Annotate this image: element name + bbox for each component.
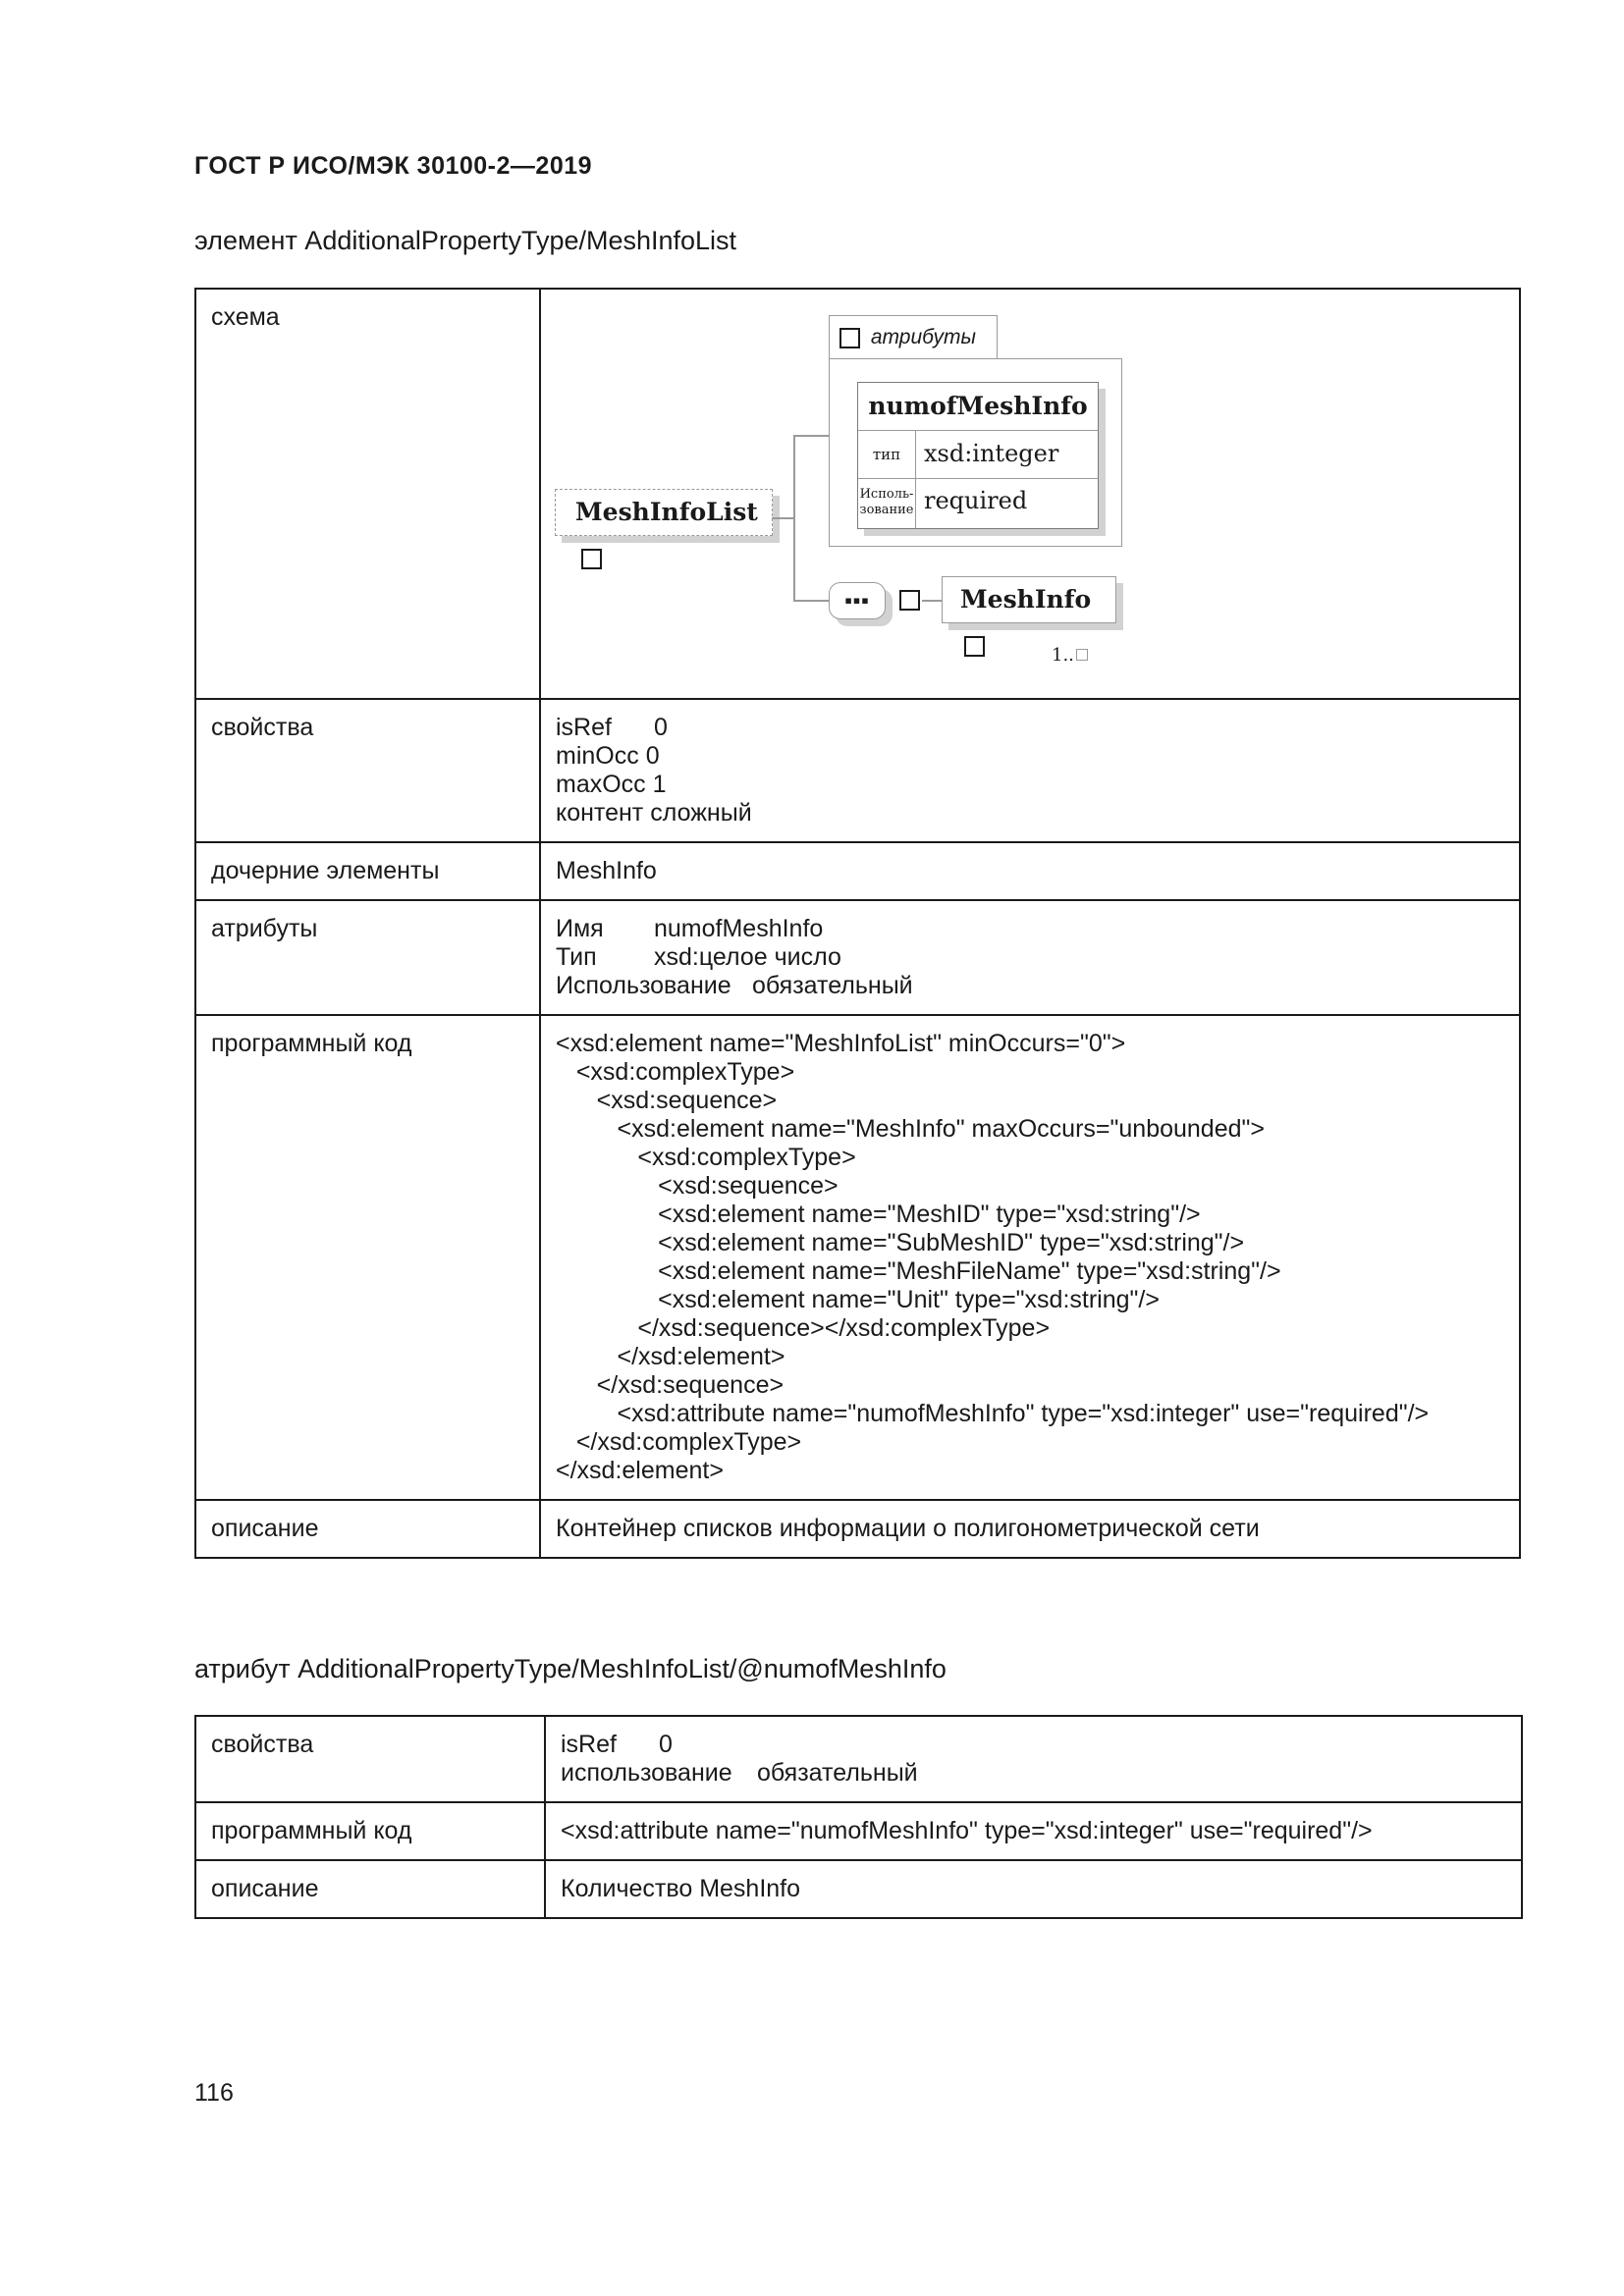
expand-icon [839,328,860,348]
row-label: атрибуты [195,900,540,1015]
attribute-name: numofMeshInfo [858,383,1098,431]
description-cell: Количество MeshInfo [545,1860,1522,1918]
table-row [195,1860,1522,1918]
row-label: схема [195,289,540,699]
attribute-spec-table [194,1715,1523,1919]
row-label: дочерние элементы [195,842,540,900]
row-label: программный код [195,1015,540,1500]
row-label: программный код [195,1802,545,1860]
sequence-compositor: ▪▪▪ [829,582,886,619]
table-row [195,1500,1520,1558]
schema-diagram [541,290,1503,668]
table-row [195,699,1520,842]
table-row [195,842,1520,900]
schema-cell [540,289,1520,699]
page-number: 116 [194,2079,234,2107]
row-label: свойства [195,699,540,842]
row-label: описание [195,1500,540,1558]
table-row [195,900,1520,1015]
properties-cell: isRef 0 minOcc 0 maxOcc 1 контент сложный [540,699,1520,842]
child-occurs: 1.. [1052,641,1088,669]
code-cell: <xsd:attribute name="numofMeshInfo" type="xsd:integer" use="required"/> [545,1802,1522,1860]
table-row [195,1015,1520,1500]
document-header: ГОСТ Р ИСО/МЭК 30100-2—2019 [194,152,593,180]
row-label: описание [195,1860,545,1918]
expand-icon [964,636,985,657]
properties-cell: isRef 0 использование обязательный [545,1716,1522,1802]
root-element-box: MeshInfoList [555,489,773,536]
attribute-box [857,382,1099,529]
expand-icon [581,549,602,569]
child-element-box: MeshInfo [942,576,1116,623]
row-label: свойства [195,1716,545,1802]
children-cell: MeshInfo [540,842,1520,900]
usage-label: Исполь- зование [858,479,916,528]
expand-icon [899,590,920,611]
attribute-section-caption: атрибут AdditionalPropertyType/MeshInfoList/@numofMeshInfo [194,1654,947,1683]
element-spec-table [194,288,1521,1559]
code-cell: <xsd:element name="MeshInfoList" minOccurs="0"> <xsd:complexType> <xsd:sequence> <xsd:element name="MeshInfo" maxOccurs="unbounded"> <xsd:complexType> <xsd:sequence> <xsd:element name="MeshID" type="xsd:string"/> <xsd:element name="SubMeshID" type="xsd:string"/> <xsd:element name="MeshFileName" type="xsd:string"/> <xsd:element name="Unit" type="xsd:string"/> </xsd:sequence></xsd:complexType> </xsd:element> </xsd:sequence> <xsd:attribute name="numofMeshInfo" type="xsd:integer" use="required"/> </xsd:complexType> </xsd:element> [540,1015,1520,1500]
description-cell: Контейнер списков информации о полигонометрической сети [540,1500,1520,1558]
type-label: тип [858,431,916,478]
table-row [195,289,1520,699]
element-section-caption: элемент AdditionalPropertyType/MeshInfoList [194,226,737,255]
table-row [195,1802,1522,1860]
usage-value: required [924,487,1028,514]
attributes-group-tab: атрибуты [829,315,998,359]
table-row [195,1716,1522,1802]
attributes-cell: Имя numofMeshInfo Тип xsd:целое число Использование обязательный [540,900,1520,1015]
type-value: xsd:integer [924,440,1059,467]
